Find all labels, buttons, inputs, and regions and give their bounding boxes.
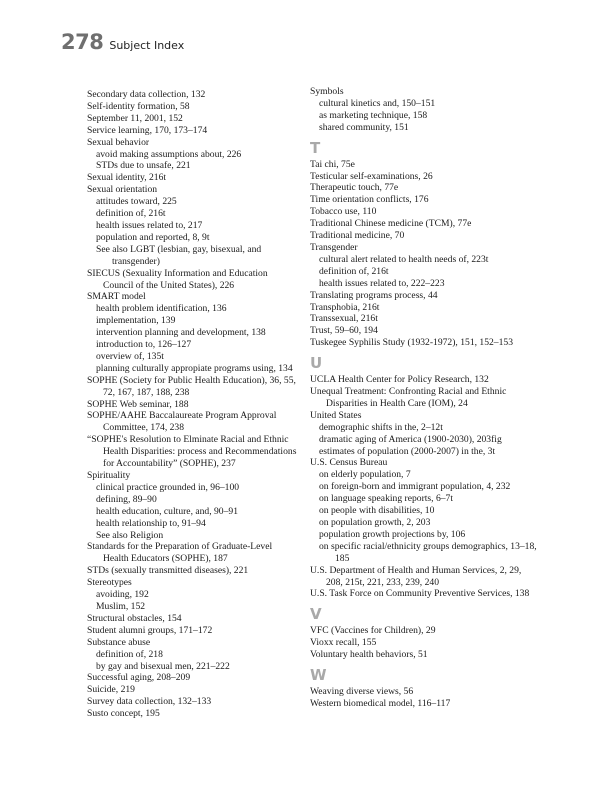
index-subentry: attitudes toward, 225: [96, 196, 177, 208]
index-entry: Standards for the Preparation of Graduate-Level Health Educators (SOPHE), 187: [87, 541, 273, 565]
index-entry: Stereotypes: [87, 577, 132, 589]
index-entry: Survey data collection, 132–133: [87, 696, 212, 708]
index-subentry: on population growth, 2, 203: [319, 517, 431, 528]
index-entry: Transsexual, 216t: [310, 313, 378, 325]
index-subentry: definition of, 216t: [319, 265, 389, 277]
index-entry: Voluntary health behaviors, 51: [310, 649, 428, 661]
section-letter: W: [310, 666, 327, 685]
index-entry: UCLA Health Center for Policy Research, 132: [310, 374, 489, 386]
index-subentry: by gay and bisexual men, 221–222: [96, 660, 230, 672]
index-entry: Substance abuse: [87, 636, 151, 648]
index-subentry: demographic shifts in the, 2–12t: [319, 421, 443, 433]
index-entry: Secondary data collection, 132: [87, 89, 206, 100]
index-subentry: intervention planning and development, 138: [96, 327, 266, 339]
index-entry: Susto concept, 195: [87, 708, 160, 720]
index-entry: Tobacco use, 110: [310, 206, 377, 218]
index-subentry: implementation, 139: [96, 315, 176, 327]
index-entry: Trust, 59–60, 194: [310, 325, 378, 337]
index-subentry: health relationship to, 91–94: [96, 517, 206, 529]
index-subentry: on elderly population, 7: [319, 469, 411, 481]
index-subentry: See also LGBT (lesbian, gay, bisexual, and transgender): [96, 243, 262, 267]
index-subentry: clinical practice grounded in, 96–100: [96, 481, 240, 493]
index-entry: Tai chi, 75e: [310, 158, 355, 170]
index-subentry: health issues related to, 222–223: [319, 277, 445, 289]
index-entry: SMART model: [87, 291, 146, 303]
index-entry: Successful aging, 208–209: [87, 672, 191, 684]
section-letter: V: [310, 605, 322, 624]
index-entry: SOPHE (Society for Public Health Education), 36, 55, 72, 167, 187, 188, 238: [87, 374, 296, 398]
index-entry: United States: [310, 409, 362, 421]
index-subentry: on specific racial/ethnicity groups demographics, 13–18, 185: [319, 540, 537, 564]
index-entry: Sexual orientation: [87, 184, 158, 196]
index-subentry: shared community, 151: [319, 121, 409, 133]
index-subentry: STDs due to unsafe, 221: [96, 160, 191, 172]
index-entry: SIECUS (Sexuality Information and Education Council of the United States), 226: [87, 267, 268, 291]
index-subentry: as marketing technique, 158: [319, 109, 428, 121]
index-entry: Vioxx recall, 155: [310, 637, 377, 649]
index-entry: Time orientation conflicts, 176: [310, 194, 429, 206]
index-entry: STDs (sexually transmitted diseases), 221: [87, 565, 249, 577]
index-entry: Structural obstacles, 154: [87, 612, 182, 624]
page-title: Subject Index: [109, 39, 185, 52]
index-subentry: introduction to, 126–127: [96, 339, 192, 351]
index-subentry: health problem identification, 136: [96, 303, 227, 315]
index-entry: Service learning, 170, 173–174: [87, 124, 208, 136]
index-subentry: avoiding, 192: [96, 589, 149, 601]
index-subentry: on foreign-born and immigrant population, 4, 232: [319, 481, 511, 493]
index-subentry: on language speaking reports, 6–7t: [319, 493, 454, 505]
index-subentry: cultural kinetics and, 150–151: [319, 97, 436, 109]
index-entry: SOPHE Web seminar, 188: [87, 398, 189, 410]
index-entry: Translating programs process, 44: [310, 289, 438, 301]
index-entry: Traditional Chinese medicine (TCM), 77e: [310, 218, 472, 230]
index-subentry: overview of, 135t: [96, 350, 164, 362]
index-subentry: population and reported, 8, 9t: [96, 231, 210, 243]
index-entry: Symbols: [310, 86, 344, 97]
index-entry: Transphobia, 216t: [310, 301, 380, 313]
index-entry: Suicide, 219: [87, 684, 135, 696]
index-column-left: [87, 89, 299, 720]
index-subentry: on people with disabilities, 10: [319, 505, 435, 517]
index-subentry: estimates of population (2000-2007) in the, 3t: [319, 445, 496, 457]
page-number: 278: [61, 30, 104, 54]
index-entry: Sexual identity, 216t: [87, 172, 167, 184]
index-entry: Western biomedical model, 116–117: [310, 697, 451, 709]
index-entry: Transgender: [310, 241, 358, 253]
page-header: [61, 30, 184, 54]
index-subentry: cultural alert related to health needs of, 223t: [319, 253, 489, 265]
section-letter: T: [310, 138, 321, 157]
index-entry: SOPHE/AAHE Baccalaureate Program Approval Committee, 174, 238: [87, 410, 277, 434]
index-entry: Therapeutic touch, 77e: [310, 182, 399, 194]
index-subentry: definition of, 218: [96, 648, 163, 660]
index-entry: Testicular self-examinations, 26: [310, 170, 433, 182]
section-letter: U: [310, 354, 323, 373]
index-entry: U.S. Department of Health and Human Services, 2, 29, 208, 215t, 221, 233, 239, 240: [310, 564, 522, 588]
index-entry: Tuskegee Syphilis Study (1932-1972), 151, 152–153: [310, 337, 513, 349]
index-subentry: population growth projections by, 106: [319, 528, 466, 540]
index-entry: Unequal Treatment: Confronting Racial and Ethnic Disparities in Health Care (IOM), 24: [310, 386, 507, 409]
index-entry: Traditional medicine, 70: [310, 230, 405, 242]
index-subentry: avoid making assumptions about, 226: [96, 148, 242, 160]
index-subentry: planning culturally appropiate programs using, 134: [96, 362, 293, 374]
index-entry: September 11, 2001, 152: [87, 112, 183, 124]
index-entry: U.S. Census Bureau: [310, 457, 388, 469]
index-entry: Self-identity formation, 58: [87, 100, 190, 112]
index-subentry: Muslim, 152: [96, 600, 146, 612]
index-subentry: definition of, 216t: [96, 208, 166, 220]
index-entry: “SOPHE's Resolution to Elminate Racial and Ethnic Health Disparities: process and Recommendations for Accountability” (SOPHE), 237: [87, 434, 297, 470]
index-column-right: [310, 86, 540, 710]
index-entry: Weaving diverse views, 56: [310, 686, 414, 698]
index-subentry: See also Religion: [96, 529, 164, 541]
index-entry: Sexual behavior: [87, 136, 150, 148]
index-subentry: dramatic aging of America (1900-2030), 203fig: [319, 433, 502, 445]
index-subentry: health education, culture, and, 90–91: [96, 505, 238, 517]
index-subentry: defining, 89–90: [96, 493, 157, 505]
index-subentry: health issues related to, 217: [96, 219, 203, 231]
index-entry: Student alumni groups, 171–172: [87, 624, 213, 636]
index-entry: Spirituality: [87, 470, 131, 481]
index-entry: U.S. Task Force on Community Preventive Services, 138: [310, 588, 530, 600]
index-entry: VFC (Vaccines for Children), 29: [310, 625, 436, 637]
